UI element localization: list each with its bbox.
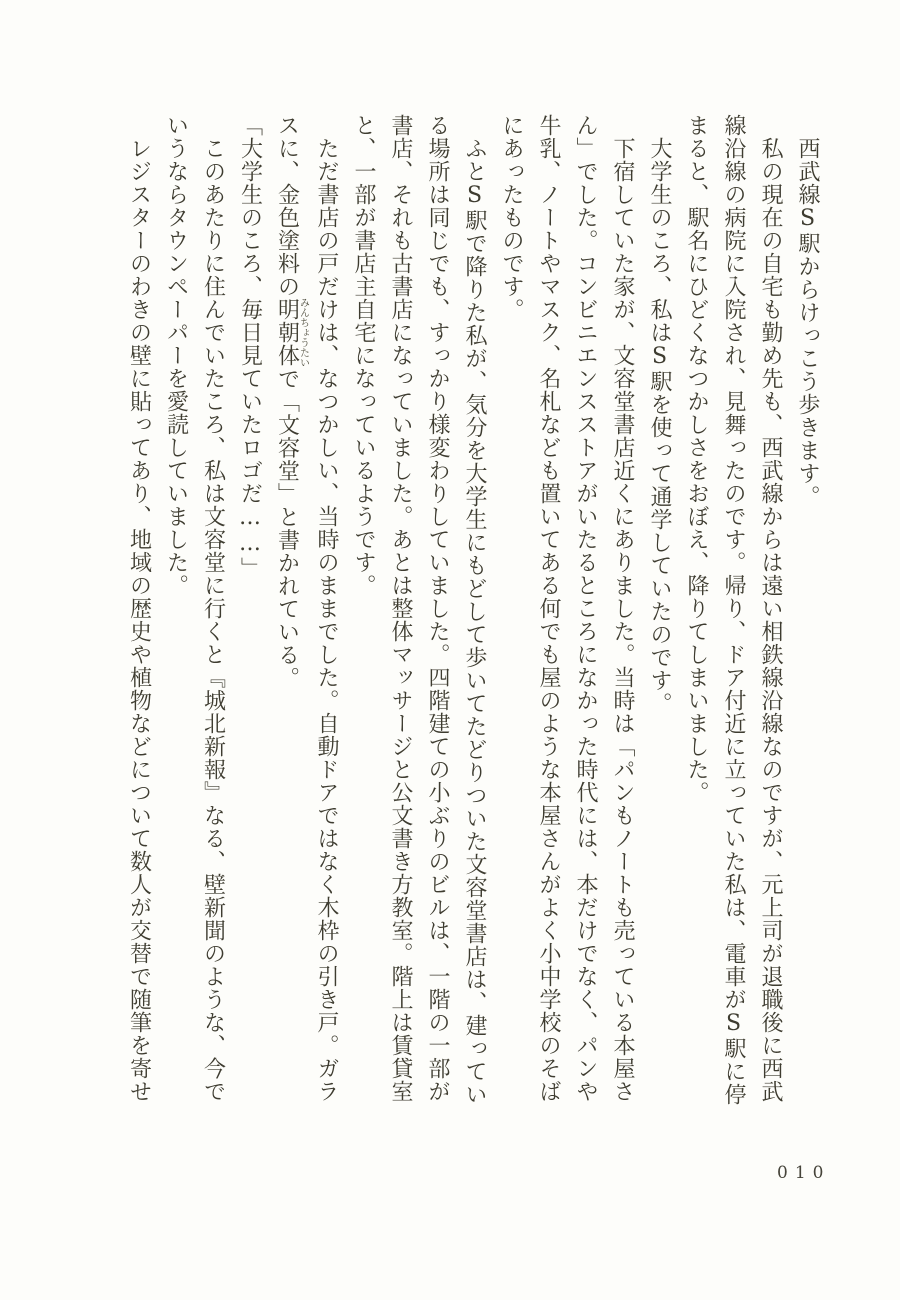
text-column-11: る場所は同じでも、すっかり様変わりしていました。四階建ての小ぶりのビルは、一階の一部が — [425, 114, 450, 1103]
ruby-furigana: みんちょうたい — [297, 297, 309, 368]
text-column-4: まると、駅名にひどくなつかしさをおぼえ、降りてしまいました。 — [684, 114, 709, 804]
ruby-post-text: で「文容堂」と書かれている。 — [274, 367, 300, 690]
text-column-1: 西武線S駅からけっこう歩きます。 — [795, 137, 820, 508]
page-number: 010 — [777, 1163, 831, 1183]
text-column-16: 「大学生のころ、毎日見ていたロゴだ……」 — [237, 114, 263, 580]
text-column-13: と、一部が書店主自宅になっているようです。 — [351, 114, 376, 597]
text-column-12: 書店、それも古書店になっていました。あとは整体マッサージと公文書き方教室。階上は賃貸室 — [388, 114, 413, 1103]
text-column-9: にあったものです。 — [499, 114, 524, 321]
ruby-base: 明朝体 — [274, 297, 300, 368]
ruby-minchotai — [274, 297, 309, 368]
text-block — [121, 114, 827, 1109]
text-column-5: 大学生のころ、私はS駅を使って通学していたのです。 — [647, 137, 672, 715]
ruby-pre-text: スに、金色塗料の — [274, 114, 300, 298]
text-column-6: 下宿していた家が、文容堂書店近くにありました。当時は「パンもノートも売っている本屋さ — [610, 137, 635, 1103]
text-column-3: 線沿線の病院に入院され、見舞ったのです。帰り、ドア付近に立っていた私は、電車がS駅に停 — [721, 114, 746, 1106]
text-column-18: いうならタウンペーパーを愛読していました。 — [163, 114, 189, 597]
text-column-15 — [269, 114, 309, 1109]
text-column-10: ふとS駅で降りた私が、気分を大学生にもどして歩いてたどりついた文容堂書店は、建ってい — [462, 137, 487, 1106]
text-column-2: 私の現在の自宅も勤め先も、西武線からは遠い相鉄線沿線なのですが、元上司が退職後に西武 — [758, 137, 783, 1103]
text-column-8: 牛乳、ノートやマスク、名札なども置いてある何でも屋のような本屋さんがよく小中学校のそば — [536, 114, 561, 1103]
text-column-14: ただ書店の戸だけは、なつかしい、当時のままでした。自動ドアではなく木枠の引き戸。ガラ — [314, 137, 339, 1103]
text-column-17: このあたりに住んでいたころ、私は文容堂に行くと『城北新報』なる、壁新聞のような、今で — [200, 137, 226, 1103]
text-column-19: レジスターのわきの壁に貼ってあり、地域の歴史や植物などについて数人が交替で随筆を寄せ — [126, 137, 152, 1103]
text-column-7: ん」でした。コンビニエンスストアがいたるところになかった時代には、本だけでなく、パンや — [573, 114, 598, 1103]
